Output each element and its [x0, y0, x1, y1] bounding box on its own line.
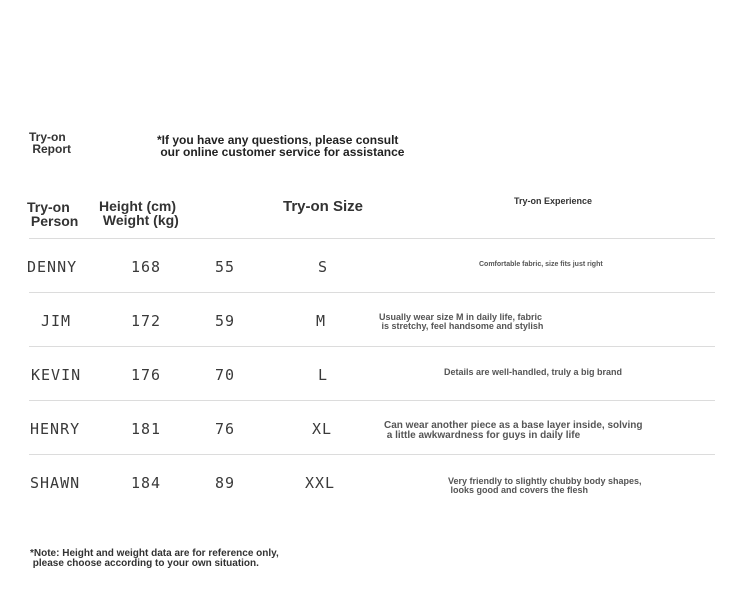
consult-note: *If you have any questions, please consult our online customer service for assistance: [157, 133, 405, 159]
row-1-size: S: [318, 258, 329, 276]
row-1-name: DENNY: [27, 258, 78, 276]
row-2-name: JIM: [41, 312, 72, 330]
footnote: *Note: Height and weight data are for reference only, please choose according to your own situation.: [30, 548, 279, 569]
row-1-height: 168: [131, 258, 162, 276]
row-divider: [29, 454, 715, 455]
row-1-weight: 55: [215, 258, 236, 276]
row-3-size: L: [318, 366, 329, 384]
row-5-experience: Very friendly to slightly chubby body shapes, looks good and covers the flesh: [448, 476, 642, 495]
header-try-on-experience: Try-on Experience: [514, 196, 593, 206]
row-divider: [29, 238, 715, 239]
row-3-height: 176: [131, 366, 162, 384]
row-4-size: XL: [312, 420, 333, 438]
row-divider: [29, 346, 715, 347]
row-3-name: KEVIN: [31, 366, 82, 384]
row-4-weight: 76: [215, 420, 236, 438]
header-try-on-person: Try-on Person: [27, 199, 79, 229]
row-2-experience: Usually wear size M in daily life, fabric is stretchy, feel handsome and stylish: [379, 312, 544, 331]
row-2-weight: 59: [215, 312, 236, 330]
row-4-height: 181: [131, 420, 162, 438]
row-3-weight: 70: [215, 366, 236, 384]
row-2-height: 172: [131, 312, 162, 330]
row-2-size: M: [316, 312, 327, 330]
row-divider: [29, 292, 715, 293]
row-1-experience: Comfortable fabric, size fits just right: [479, 261, 603, 268]
row-4-experience: Can wear another piece as a base layer inside, solving a little awkwardness for guys in daily life: [384, 420, 643, 441]
row-5-height: 184: [131, 474, 162, 492]
row-5-name: SHAWN: [30, 474, 81, 492]
row-3-experience: Details are well-handled, truly a big brand: [444, 367, 623, 377]
row-5-weight: 89: [215, 474, 236, 492]
row-4-name: HENRY: [30, 420, 81, 438]
header-try-on-size: Try-on Size: [283, 198, 364, 215]
row-5-size: XXL: [305, 474, 336, 492]
row-divider: [29, 400, 715, 401]
report-title: Try-on Report: [29, 130, 71, 156]
header-height-weight: Height (cm) Weight (kg): [99, 198, 179, 228]
